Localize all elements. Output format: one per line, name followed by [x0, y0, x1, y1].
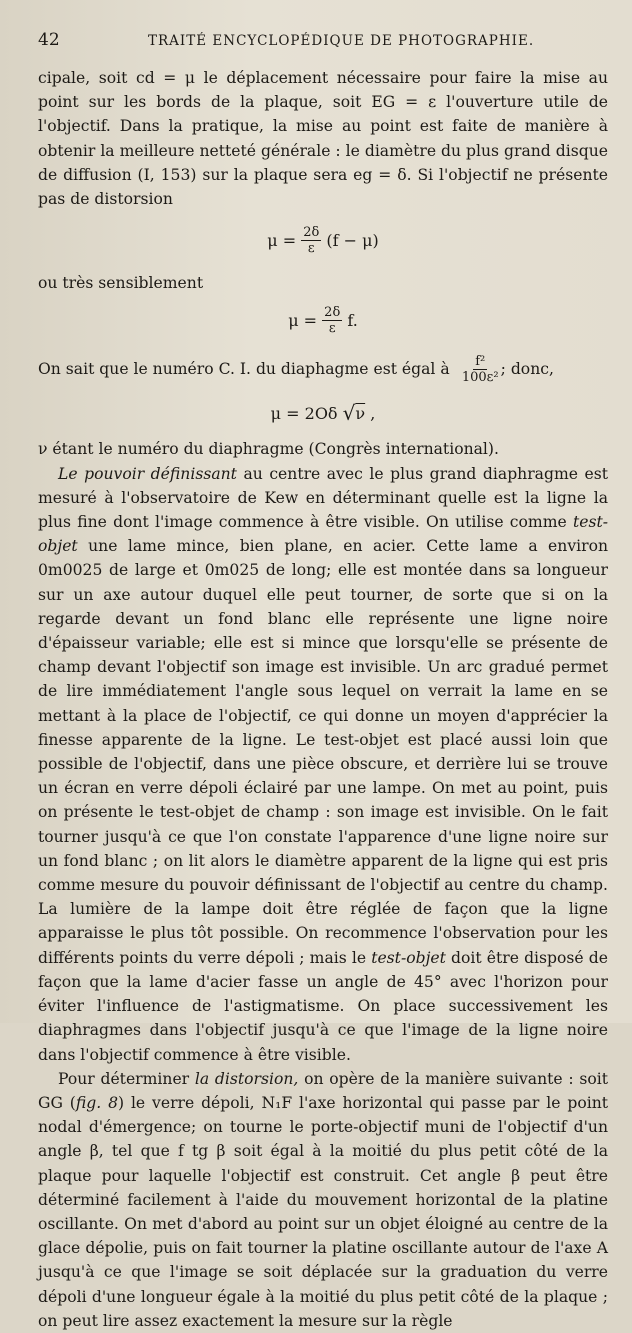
formula-3-under: ν [355, 403, 366, 423]
test-objet-term-1: test-objet [38, 513, 608, 556]
formula-3-after: , [370, 403, 376, 423]
formula-mu-1 [38, 215, 608, 265]
formula-mu-3 [38, 395, 608, 431]
formula-2-numerator: 2δ [324, 304, 341, 320]
formula-mu-2 [38, 299, 608, 341]
fig-reference: fig. 8 [75, 1093, 118, 1112]
paragraph-distorsion [38, 1067, 608, 1333]
page-number: 42 [38, 30, 60, 50]
pouvoir-heading: Le pouvoir définissant [58, 464, 237, 483]
formula-3-lhs: μ = 2Oδ [270, 403, 338, 423]
formula-2-denominator: ε [328, 320, 336, 336]
pouvoir-text-2: une lame mince, bien plane, en acier. Cette lame a environ 0m0025 de large et 0m025 de long; elle est montée dans sa longueur sur un axe autour duquel elle peut tourner, de sorte que si on la regarde devant un fond blanc elle représente une ligne noire d'épaisseur variable; elle est si mince que lorsqu'elle se présente de champ devant l'objectif son image est invisible. Un arc gradué permet de lire immédiatement l'angle sous lequel on verrait la lame en se mettant à la place de l'objectif, ce qui donne un moyen d'apprécier la finesse apparente de la ligne. Le test-objet est placé aussi loin que possible de l'objectif, dans une pièce obscure, et derrière lui se trouve un écran en verre dépoli éclairé par une lampe. On met au point, puis on présente le test-objet de champ : son image est invisible. On le fait tourner jusqu'à ce que l'on constate l'apparence d'une ligne noire sur un fond blanc ; on lit alors le diamètre apparent de la ligne qui est pris comme mesure du pouvoir définissant de l'objectif au centre du champ. La lumière de la lampe doit être réglée de façon que la ligne apparaisse le plus tôt possible. On recommence l'observation pour les différents points du verre dépoli ; mais le [38, 537, 608, 967]
distorsion-text-1: Pour déterminer [58, 1069, 195, 1088]
numero-after: ; donc, [500, 360, 554, 379]
formula-2-rhs: f. [347, 310, 358, 330]
paragraph-intro: cipale, soit cd = μ le déplacement nécessaire pour faire la mise au point sur les bords de la plaque, soit EG = ε l'ouverture utile de l'objectif. Dans la pratique, la mise au point est faite de manière à obtenir la meilleure netteté générale : le diamètre du plus grand disque de diffusion (I, 153) sur la plaque sera eg = δ. Si l'objectif ne présente pas de distorsion [38, 69, 608, 209]
sqrt-icon: √ [342, 401, 356, 426]
formula-1-rhs: (f − μ) [326, 230, 379, 250]
ou-tres-sensiblement: ou très sensiblement [38, 274, 204, 293]
paragraph-pouvoir [38, 462, 608, 1067]
formula-1-denominator: ε [307, 240, 315, 256]
numero-denominator: 100ε² [461, 369, 499, 385]
formula-1-fraction [301, 225, 321, 256]
page-header [38, 30, 608, 52]
pouvoir-text-3: doit être disposé de façon que la lame d'acier fasse un angle de 45° avec l'horizon pour éviter l'influence de l'astigmatisme. On place successivement les diaphragmes dans l'objectif jusqu'à ce que l'image de la ligne noire dans l'objectif commence à être visible. [38, 948, 608, 1064]
formula-1-lhs: μ = [267, 230, 297, 250]
paragraph-nu: ν étant le numéro du diaphragme (Congrès international). [38, 440, 499, 459]
distorsion-text-2: on opère de la manière suivante : soit GG ( [38, 1069, 609, 1112]
distorsion-heading: la distorsion, [194, 1069, 299, 1088]
numero-text: On sait que le numéro C. I. du diaphagme est égal à [38, 360, 450, 379]
numero-line [38, 347, 608, 391]
numero-fraction [460, 354, 501, 385]
distorsion-text-3: ) le verre dépoli, N₁F l'axe horizontal qui passe par le point nodal d'émergence; on tourne le porte-objectif muni de l'objectif d'un angle β, tel que f tg β soit égal à la moitié du plus petit côté de la plaque pour laquelle l'objectif est construit. Cet angle β peut être déterminé facilement à l'aide du mouvement horizontal de la platine oscillante. On met d'abord au point sur un objet éloigné au centre de la glace dépolie, puis on fait tourner la platine oscillante autour de l'axe A jusqu'à ce que l'image se soit déplacée sur la graduation du verre dépoli d'une longueur égale à la moitié du plus petit côté de la plaque ; on peut lire assez exactement la mesure sur la règle [38, 1093, 608, 1330]
numero-numerator: f² [475, 353, 486, 369]
formula-2-lhs: μ = [288, 310, 318, 330]
formula-2-fraction [322, 305, 342, 336]
test-objet-term-2: test-objet [371, 948, 446, 967]
pouvoir-text-1: au centre avec le plus grand diaphragme est mesuré à l'observatoire de Kew en déterminant quelle est la ligne la plus fine dont l'image commence à être visible. On utilise comme [38, 464, 608, 532]
formula-1-numerator: 2δ [303, 224, 320, 240]
running-title: TRAITÉ ENCYCLOPÉDIQUE DE PHOTOGRAPHIE. [148, 33, 535, 49]
